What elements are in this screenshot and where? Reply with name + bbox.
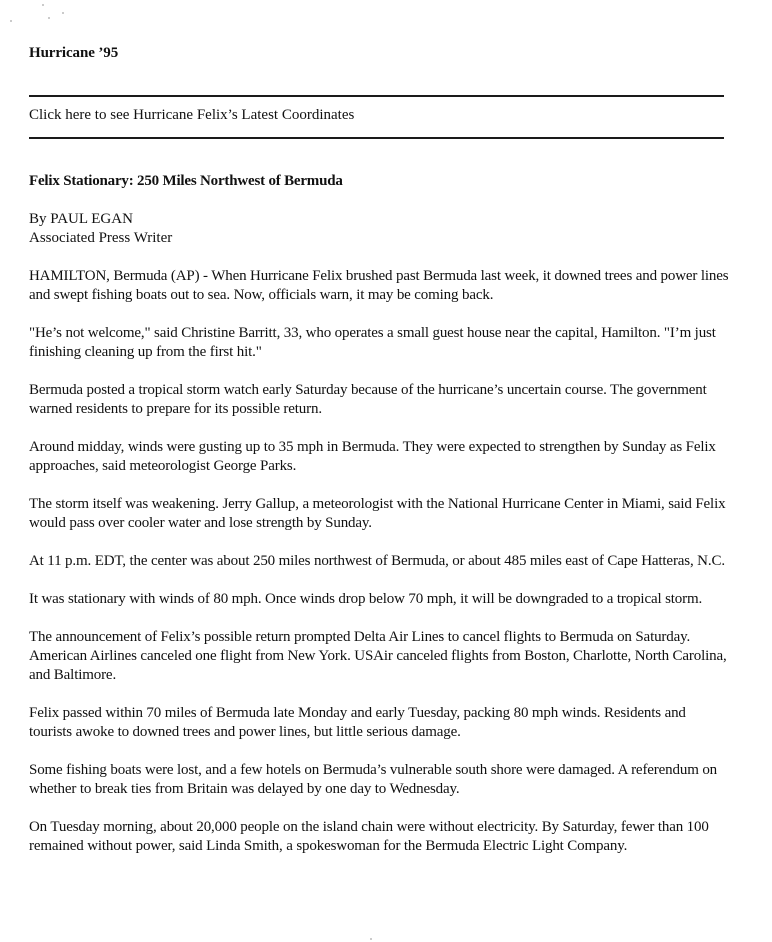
article bbox=[29, 172, 729, 875]
article-paragraph: Around midday, winds were gusting up to 35 mph in Bermuda. They were expected to strengthen by Sunday as Felix approaches, said meteorologist George Parks. bbox=[29, 439, 716, 474]
article-paragraph: Felix passed within 70 miles of Bermuda late Monday and early Tuesday, packing 80 mph winds. Residents and tourists awoke to downed trees and power lines, but little serious damage. bbox=[29, 705, 686, 740]
scan-speck bbox=[10, 20, 12, 22]
byline-author: By PAUL EGAN bbox=[29, 211, 133, 227]
article-paragraph: The storm itself was weakening. Jerry Gallup, a meteorologist with the National Hurricane Center in Miami, said Felix would pass over cooler water and lose strength by Sunday. bbox=[29, 496, 726, 531]
top-divider bbox=[29, 95, 724, 97]
scan-speck bbox=[62, 12, 64, 14]
article-headline: Felix Stationary: 250 Miles Northwest of Bermuda bbox=[29, 173, 343, 189]
scan-speck bbox=[370, 938, 372, 940]
article-paragraph: HAMILTON, Bermuda (AP) - When Hurricane Felix brushed past Bermuda last week, it downed trees and power lines and swept fishing boats out to sea. Now, officials warn, it may be coming back. bbox=[29, 268, 729, 303]
article-paragraph: Some fishing boats were lost, and a few hotels on Bermuda’s vulnerable south shore were damaged. A referendum on whether to break ties from Britain was delayed by one day to Wednesday. bbox=[29, 762, 718, 797]
byline bbox=[29, 210, 729, 248]
bottom-divider bbox=[29, 137, 724, 139]
article-paragraph: "He’s not welcome," said Christine Barritt, 33, who operates a small guest house near the capital, Hamilton. "I’m just finishing cleaning up from the first hit." bbox=[29, 325, 716, 360]
article-paragraph: It was stationary with winds of 80 mph. Once winds drop below 70 mph, it will be downgraded to a tropical storm. bbox=[29, 591, 703, 607]
article-paragraph: Bermuda posted a tropical storm watch early Saturday because of the hurricane’s uncertain course. The government warned residents to prepare for its possible return. bbox=[29, 382, 707, 417]
byline-role: Associated Press Writer bbox=[29, 230, 173, 246]
article-paragraph: The announcement of Felix’s possible return prompted Delta Air Lines to cancel flights to Bermuda on Saturday. American Airlines canceled one flight from New York. USAir canceled flights from Boston, Charlotte, North Carolina, and Baltimore. bbox=[29, 629, 727, 683]
article-paragraph: On Tuesday morning, about 20,000 people on the island chain were without electricity. By Saturday, fewer than 100 remained without power, said Linda Smith, a spokeswoman for the Bermuda Electric Light Company. bbox=[29, 819, 709, 854]
latest-coordinates-link[interactable]: Click here to see Hurricane Felix’s Latest Coordinates bbox=[29, 107, 355, 123]
scan-speck bbox=[48, 17, 50, 19]
scan-speck bbox=[42, 4, 44, 6]
article-paragraph: At 11 p.m. EDT, the center was about 250 miles northwest of Bermuda, or about 485 miles east of Cape Hatteras, N.C. bbox=[29, 553, 725, 569]
section-title: Hurricane ’95 bbox=[29, 45, 119, 61]
